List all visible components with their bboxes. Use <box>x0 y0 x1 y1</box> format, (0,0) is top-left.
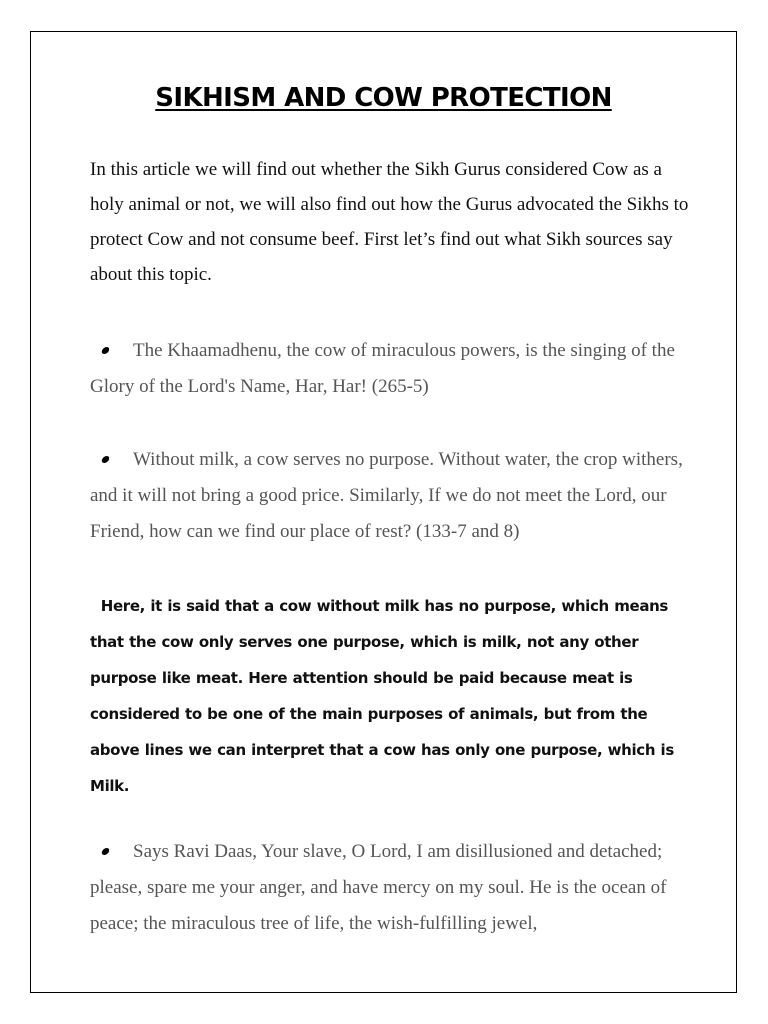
quote-text: The Khaamadhenu, the cow of miraculous powers, is the singing of the Glory of the Lord's Name, Har, Har! (265-5) <box>90 340 675 397</box>
quote-text: Says Ravi Daas, Your slave, O Lord, I am disillusioned and detached; please, spare me your anger, and have mercy on my soul. He is the ocean of peace; the miraculous tree of life, the wish-fulfilling jewel, <box>90 841 667 934</box>
quote-bullet-item <box>90 834 695 942</box>
document-title: SIKHISM AND COW PROTECTION <box>155 83 612 113</box>
bullet-icon <box>101 848 111 855</box>
quote-bullet-item <box>90 333 695 405</box>
document-page <box>30 31 737 993</box>
quote-bullet-item <box>90 442 695 550</box>
commentary-paragraph <box>90 588 690 804</box>
bullet-icon <box>101 456 111 463</box>
quote-text: Without milk, a cow serves no purpose. Without water, the crop withers, and it will not bring a good price. Similarly, If we do not meet the Lord, our Friend, how can we find our place of rest? (133-7 and 8) <box>90 449 683 542</box>
commentary-text: Here, it is said that a cow without milk has no purpose, which means that the cow only serves one purpose, which is milk, not any other purpose like meat. Here attention should be paid because meat is considered to be one of the main purposes of animals, but from the above lines we can interpret that a cow has only one purpose, which is Milk. <box>90 597 674 795</box>
intro-paragraph: In this article we will find out whether the Sikh Gurus considered Cow as a holy animal or not, we will also find out how the Gurus advocated the Sikhs to protect Cow and not consume beef. First let’s find out what Sikh sources say about this topic. <box>90 159 689 285</box>
bullet-icon <box>101 347 111 354</box>
